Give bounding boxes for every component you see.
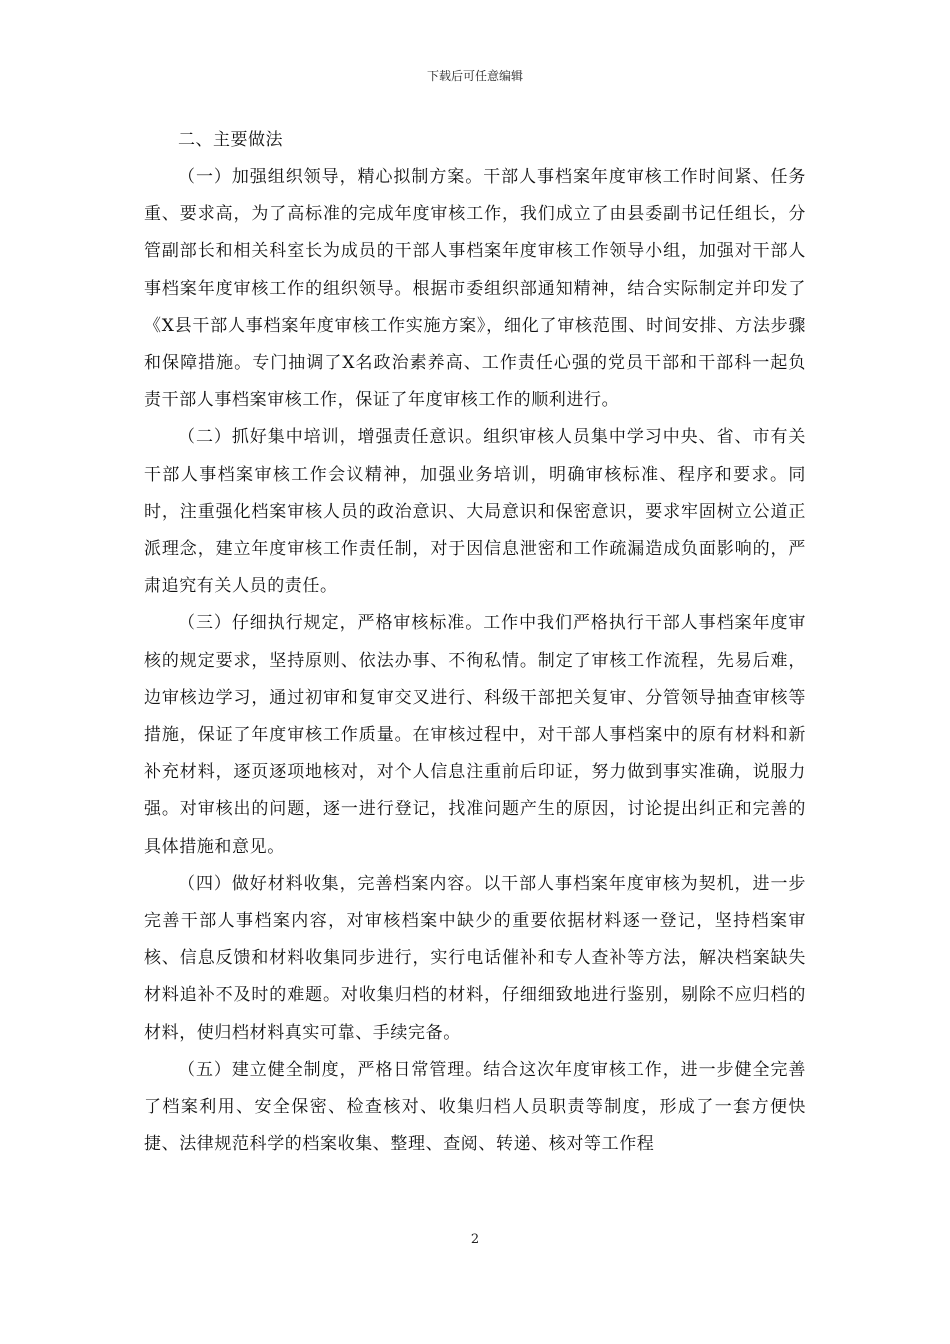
page-header: 下载后可任意编辑 — [426, 69, 523, 83]
document-body — [144, 122, 806, 1163]
paragraph-2: （二）抓好集中培训，增强责任意识。组织审核人员集中学习中央、省、市有关干部人事档案审核工作会议精神，加强业务培训，明确审核标准、程序和要求。同时，注重强化档案审核人员的政治意识、大局意识和保密意识，要求牢固树立公道正派理念，建立年度审核工作责任制，对于因信息泄密和工作疏漏造成负面影响的，严肃追究有关人员的责任。 — [144, 427, 806, 597]
page-number: 2 — [470, 1232, 480, 1247]
paragraph-3: （三）仔细执行规定，严格审核标准。工作中我们严格执行干部人事档案年度审核的规定要求，坚持原则、依法办事、不徇私情。制定了审核工作流程，先易后难，边审核边学习，通过初审和复审交叉进行、科级干部把关复审、分管领导抽查审核等措施，保证了年度审核工作质量。在审核过程中，对干部人事档案中的原有材料和新补充材料，逐页逐项地核对，对个人信息注重前后印证，努力做到事实准确，说服力强。对审核出的问题，逐一进行登记，找准问题产生的原因，讨论提出纠正和完善的具体措施和意见。 — [144, 613, 806, 857]
paragraph-1: （一）加强组织领导，精心拟制方案。干部人事档案年度审核工作时间紧、任务重、要求高，为了高标准的完成年度审核工作，我们成立了由县委副书记任组长，分管副部长和相关科室长为成员的干部人事档案年度审核工作领导小组，加强对干部人事档案年度审核工作的组织领导。根据市委组织部通知精神，结合实际制定并印发了《X县干部人事档案年度审核工作实施方案》，细化了审核范围、时间安排、方法步骤和保障措施。专门抽调了X名政治素养高、工作责任心强的党员干部和干部科一起负责干部人事档案审核工作，保证了年度审核工作的顺利进行。 — [144, 167, 806, 411]
paragraph-4: （四）做好材料收集，完善档案内容。以干部人事档案年度审核为契机，进一步完善干部人事档案内容，对审核档案中缺少的重要依据材料逐一登记，坚持档案审核、信息反馈和材料收集同步进行，实行电话催补和专人查补等方法，解决档案缺失材料追补不及时的难题。对收集归档的材料，仔细细致地进行鉴别，剔除不应归档的材料，使归档材料真实可靠、手续完备。 — [144, 873, 806, 1043]
section-heading: 二、主要做法 — [178, 130, 283, 150]
paragraph-5: （五）建立健全制度，严格日常管理。结合这次年度审核工作，进一步健全完善了档案利用、安全保密、检查核对、收集归档人员职责等制度，形成了一套方便快捷、法律规范科学的档案收集、整理、查阅、转递、核对等工作程 — [144, 1059, 806, 1155]
